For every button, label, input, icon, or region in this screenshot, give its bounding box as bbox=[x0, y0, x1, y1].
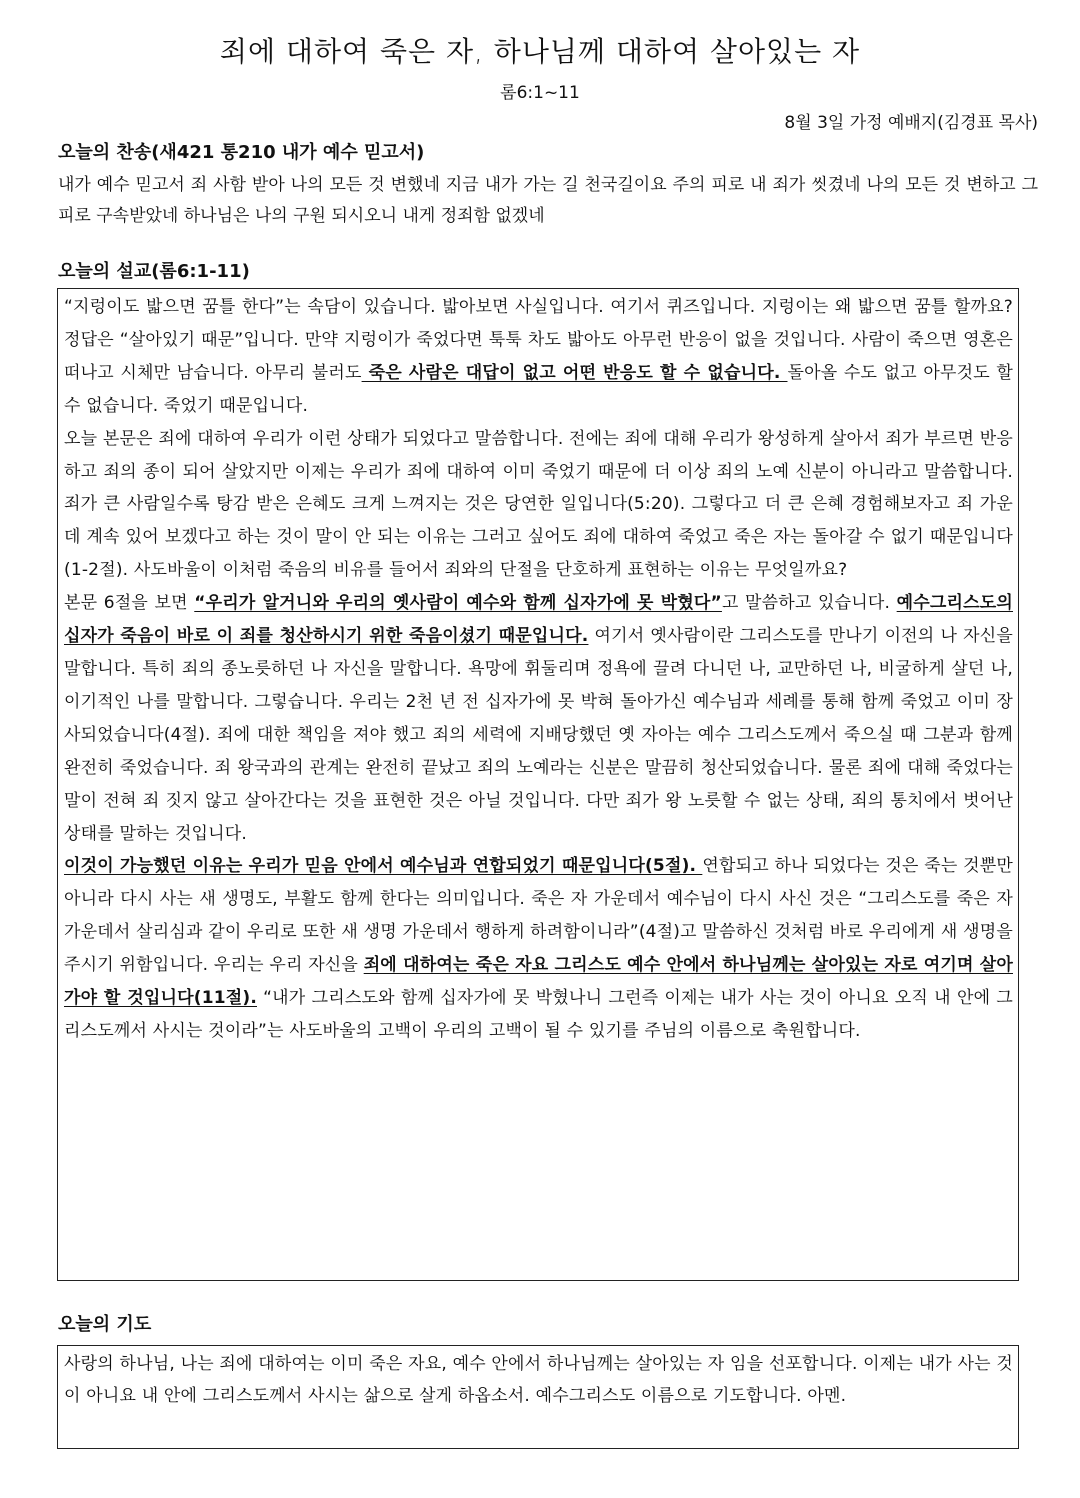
sermon-paragraph-1 bbox=[64, 291, 1013, 423]
text-span: “내가 그리스도와 함께 십자가에 못 박혔나니 그런즉 이제는 내가 사는 것이 아니요 오직 내 안에 그리스도께서 사시는 것이라”는 사도바울의 고백이 우리의 고백이 될 수 있기를 주님의 이름으로 축원합니다. bbox=[64, 988, 1013, 1041]
emphasis-text: 이것이 가능했던 이유는 우리가 믿음 안에서 예수님과 연합되었기 때문입니다(5절). bbox=[64, 856, 703, 877]
text-span: 고 말씀하고 있습니다. bbox=[721, 593, 897, 614]
page-title: 죄에 대하여 죽은 자, 하나님께 대하여 살아있는 자 bbox=[219, 35, 861, 68]
emphasis-text: 죽은 사람은 대답이 없고 어떤 반응도 할 수 없습니다. bbox=[361, 362, 788, 383]
scripture-reference: 롬6:1~11 bbox=[500, 83, 580, 103]
dateline: 8월 3일 가정 예배지(김경표 목사) bbox=[784, 113, 1038, 133]
text-span: 돌아올 수도 없고 아무것도 할 수 없습니다. 죽었기 때문입니다. bbox=[64, 362, 1013, 416]
sermon-box bbox=[57, 288, 1019, 1281]
sermon-paragraph-3 bbox=[64, 587, 1013, 850]
text-span: 여기서 옛사람이란 그리스도를 만나기 이전의 나 자신을 말합니다. 특히 죄의 종노릇하던 나 자신을 말합니다. 욕망에 휘둘리며 정욕에 끌려 다니던 나, 교만하던 나, 비굴하게 살던 나, 이기적인 나를 말합니다. 그렇습니다. 우리는 2천 년 전 십자가에 못 박혀 돌아가신 예수님과 세례를 통해 함께 죽었고 이미 장사되었습니다(4절). 죄에 대한 책임을 져야 했고 죄의 세력에 지배당했던 옛 자아는 예수 그리스도께서 죽으실 때 그분과 함께 완전히 죽었습니다. 죄 왕국과의 관계는 완전히 끝났고 죄의 노예라는 신분은 말끔히 청산되었습니다. 물론 죄에 대해 죽었다는 말이 전혀 죄 짓지 않고 살아간다는 것을 표현한 것은 아닐 것입니다. 다만 죄가 왕 노릇할 수 없는 상태, 죄의 통치에서 벗어난 상태를 말하는 것입니다. bbox=[64, 626, 1013, 844]
emphasis-text: 죄에 대하여는 죽은 자요 그리스도 예수 안에서 하나님께는 살아있는 자로 여기며 살아가야 할 것입니다(11절). bbox=[64, 955, 1013, 1009]
text-span: “지렁이도 밟으면 꿈틀 한다”는 속담이 있습니다. 밟아보면 사실입니다. 여기서 퀴즈입니다. 지렁이는 왜 밟으면 꿈틀 할까요? 정답은 “살아있기 때문”입니다. 만약 지렁이가 죽었다면 툭툭 차도 밟아도 아무런 반응이 없을 것입니다. 사람이 죽으면 영혼은 떠나고 시체만 남습니다. 아무리 불러도 bbox=[64, 297, 1013, 383]
prayer-heading: 오늘의 기도 bbox=[58, 1314, 152, 1335]
text-span: 연합되고 하나 되었다는 것은 죽는 것뿐만 아니라 다시 사는 새 생명도, 부활도 함께 한다는 의미입니다. 죽은 자 가운데서 예수님이 다시 사신 것은 “그리스도를 죽은 자 가운데서 살리심과 같이 우리로 또한 새 생명 가운데서 행하게 하려함이니라”(4절)고 말씀하신 것처럼 바로 우리에게 새 생명을 주시기 위함입니다. 우리는 우리 자신을 bbox=[64, 856, 1014, 976]
sermon-paragraph-2: 오늘 본문은 죄에 대하여 우리가 이런 상태가 되었다고 말씀합니다. 전에는 죄에 대해 우리가 왕성하게 살아서 죄가 부르면 반응하고 죄의 종이 되어 살았지만 이제는 우리가 죄에 대하여 이미 죽었기 때문에 더 이상 죄의 노예 신분이 아니라고 말씀합니다. 죄가 큰 사람일수록 탕감 받은 은혜도 크게 느껴지는 것은 당연한 일입니다(5:20). 그렇다고 더 큰 은혜 경험해보자고 죄 가운데 계속 있어 보겠다고 하는 것이 말이 안 되는 이유는 그러고 싶어도 죄에 대하여 죽었고 죽은 자는 돌아갈 수 없기 때문입니다(1-2절). 사도바울이 이처럼 죽음의 비유를 들어서 죄와의 단절을 단호하게 표현하는 이유는 무엇일까요? bbox=[64, 428, 1013, 581]
prayer-text: 사랑의 하나님, 나는 죄에 대하여는 이미 죽은 자요, 예수 안에서 하나님께는 살아있는 자 임을 선포합니다. 이제는 내가 사는 것이 아니요 내 안에 그리스도께서 사시는 삶으로 살게 하옵소서. 예수그리스도 이름으로 기도합니다. 아멘. bbox=[64, 1354, 1013, 1406]
sermon-paragraph-4 bbox=[64, 850, 1013, 1047]
emphasis-text: 예수그리스도의 십자가 죽음이 바로 이 죄를 청산하시기 위한 죽음이셨기 때문입니다. bbox=[64, 593, 1014, 647]
text-span: 본문 6절을 보면 bbox=[64, 593, 195, 614]
emphasis-text: “우리가 알거니와 우리의 옛사람이 예수와 함께 십자가에 못 박혔다” bbox=[194, 593, 722, 614]
hymn-heading: 오늘의 찬송(새421 통210 내가 예수 믿고서) bbox=[58, 142, 425, 163]
prayer-box bbox=[57, 1345, 1019, 1449]
sermon-heading: 오늘의 설교(롬6:1-11) bbox=[58, 261, 250, 282]
hymn-lyrics: 내가 예수 믿고서 죄 사함 받아 나의 모든 것 변했네 지금 내가 가는 길 천국길이요 주의 피로 내 죄가 씻겼네 나의 모든 것 변하고 그 피로 구속받았네 하나님은 나의 구원 되시오니 내게 정죄함 없겠네 bbox=[58, 175, 1038, 226]
